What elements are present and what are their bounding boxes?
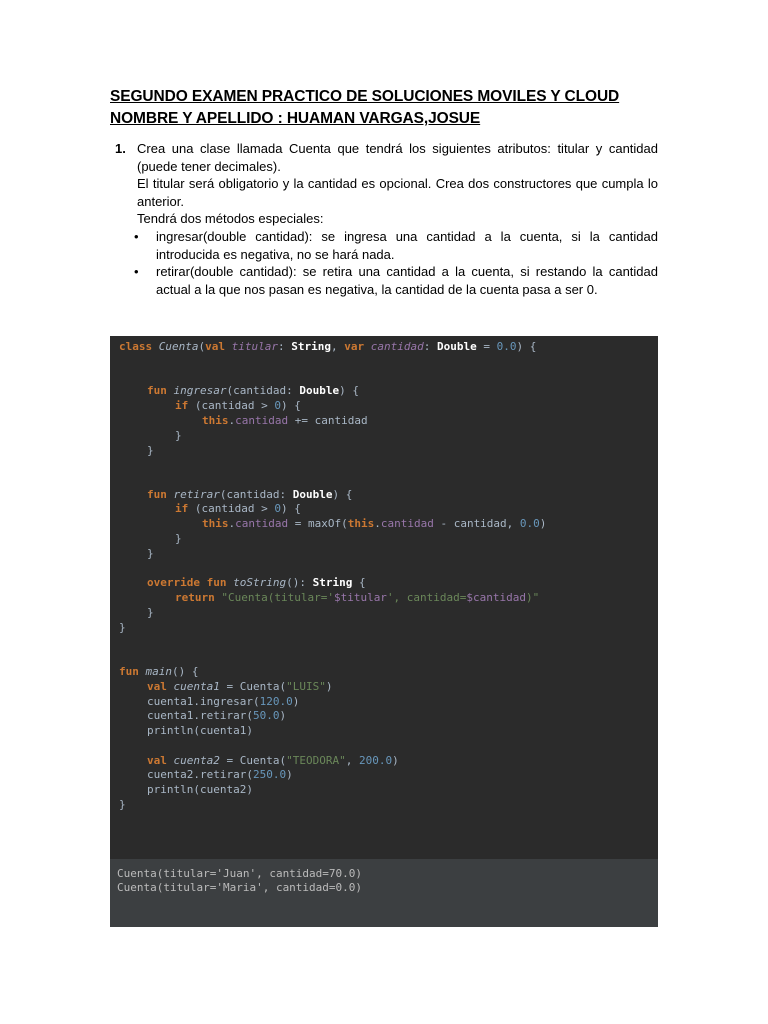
code-line-2: fun ingresar(cantidad: Double) {	[147, 384, 359, 397]
code-line-3: if (cantidad > 0) {	[175, 399, 301, 412]
code-line-13: return "Cuenta(titular='$titular', cantidad=$cantidad)"	[175, 591, 540, 604]
code-line-20: println(cuenta1)	[147, 724, 253, 737]
code-line-18: cuenta1.ingresar(120.0)	[147, 695, 300, 708]
code-line-23: println(cuenta2)	[147, 783, 253, 796]
method-description: ingresar(double cantidad): se ingresa una cantidad a la cuenta, si la cantidad introducida es negativa, no se hará nada.	[156, 228, 658, 262]
console-output	[110, 859, 658, 927]
question-body	[134, 140, 658, 298]
code-line-9: this.cantidad = maxOf(this.cantidad - cantidad, 0.0)	[202, 517, 547, 530]
bullet-icon: •	[134, 228, 139, 244]
code-line-5: }	[175, 429, 182, 442]
question-1	[110, 140, 658, 298]
output-line-1: Cuenta(titular='Juan', cantidad=70.0)	[117, 867, 363, 880]
code-line-11: }	[147, 547, 154, 560]
code-line-15: }	[119, 621, 126, 634]
code-line-8: if (cantidad > 0) {	[175, 502, 301, 515]
code-line-17: val cuenta1 = Cuenta("LUIS")	[147, 680, 333, 693]
code-line-14: }	[147, 606, 154, 619]
code-line-22: cuenta2.retirar(250.0)	[147, 768, 293, 781]
code-line-10: }	[175, 532, 182, 545]
code-line-1: class Cuenta(val titular: String, var cantidad: Double = 0.0) {	[119, 340, 537, 353]
question-paragraph: Crea una clase llamada Cuenta que tendrá los siguientes atributos: titular y cantidad (puede tener decimales).	[137, 141, 658, 174]
code-line-4: this.cantidad += cantidad	[202, 414, 368, 427]
question-number: 1.	[115, 141, 126, 156]
student-name: NOMBRE Y APELLIDO : HUAMAN VARGAS,JOSUE	[110, 110, 481, 127]
code-line-7: fun retirar(cantidad: Double) {	[147, 488, 353, 501]
code-line-12: override fun toString(): String {	[147, 576, 366, 589]
method-item-ingresar	[134, 228, 658, 263]
code-line-16: fun main() {	[119, 665, 199, 678]
method-item-retirar	[134, 263, 658, 298]
code-line-6: }	[147, 444, 154, 457]
bullet-icon: •	[134, 264, 139, 280]
exam-title: SEGUNDO EXAMEN PRACTICO DE SOLUCIONES MOVILES Y CLOUD	[110, 88, 620, 105]
question-paragraph: Tendrá dos métodos especiales:	[137, 211, 324, 227]
question-paragraph: El titular será obligatorio y la cantidad es opcional. Crea dos constructores que cumpla lo anterior.	[137, 176, 658, 209]
method-list	[134, 228, 658, 298]
code-line-24: }	[119, 798, 126, 811]
method-description: retirar(double cantidad): se retira una cantidad a la cuenta, si restando la cantidad actual a la que nos pasan es negativa, la cantidad de la cuenta pasa a ser 0.	[156, 264, 658, 297]
document-title	[110, 86, 670, 130]
code-screenshot	[110, 336, 658, 859]
output-line-2: Cuenta(titular='Maria', cantidad=0.0)	[117, 881, 363, 894]
code-line-19: cuenta1.retirar(50.0)	[147, 709, 287, 722]
code-line-21: val cuenta2 = Cuenta("TEODORA", 200.0)	[147, 754, 399, 767]
